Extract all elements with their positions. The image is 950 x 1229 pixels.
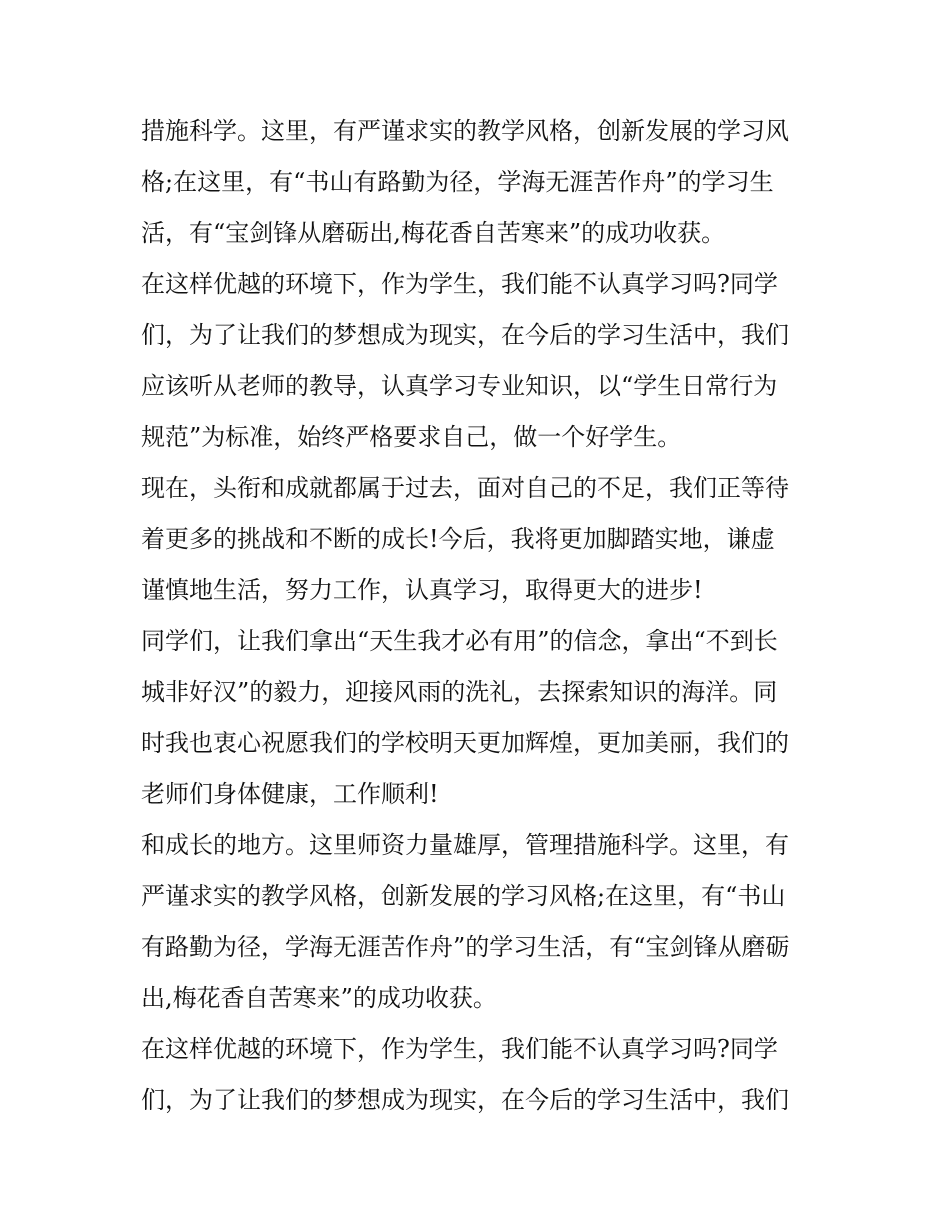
text-line: 们，为了让我们的梦想成为现实，在今后的学习生活中，我们	[141, 1086, 789, 1114]
text-line: 和成长的地方。这里师资力量雄厚，管理措施科学。这里，有	[141, 831, 789, 859]
text-line: 城非好汉”的毅力，迎接风雨的洗礼，去探索知识的海洋。同	[141, 678, 778, 706]
text-line: 格;在这里，有“书山有路勤为径，学海无涯苦作舟”的学习生	[141, 168, 774, 196]
text-line: 谨慎地生活，努力工作，认真学习，取得更大的进步!	[141, 576, 703, 604]
text-line: 时我也衷心祝愿我们的学校明天更加辉煌，更加美丽，我们的	[141, 729, 789, 757]
text-line: 应该听从老师的教导，认真学习专业知识，以“学生日常行为	[141, 372, 778, 400]
text-line: 活，有“宝剑锋从磨砺出,梅花香自苦寒来”的成功收获。	[141, 219, 726, 247]
text-line: 严谨求实的教学风格，创新发展的学习风格;在这里，有“书山	[141, 882, 786, 910]
text-line: 在这样优越的环境下，作为学生，我们能不认真学习吗?同学	[141, 1035, 778, 1063]
text-line: 着更多的挑战和不断的成长!今后，我将更加脚踏实地，谦虚	[141, 525, 775, 553]
text-line: 在这样优越的环境下，作为学生，我们能不认真学习吗?同学	[141, 270, 778, 298]
text-line: 有路勤为径，学海无涯苦作舟”的学习生活，有“宝剑锋从磨砺	[141, 933, 790, 961]
text-line: 措施科学。这里，有严谨求实的教学风格，创新发展的学习风	[141, 117, 789, 145]
document-body	[141, 106, 813, 1126]
text-line: 规范”为标准，始终严格要求自己，做一个好学生。	[141, 423, 682, 451]
text-line: 老师们身体健康，工作顺利!	[141, 780, 439, 808]
text-line: 们，为了让我们的梦想成为现实，在今后的学习生活中，我们	[141, 321, 789, 349]
text-line: 同学们，让我们拿出“天生我才必有用”的信念，拿出“不到长	[141, 627, 778, 655]
text-line: 现在，头衔和成就都属于过去，面对自己的不足，我们正等待	[141, 474, 789, 502]
text-line: 出,梅花香自苦寒来”的成功收获。	[141, 984, 497, 1012]
